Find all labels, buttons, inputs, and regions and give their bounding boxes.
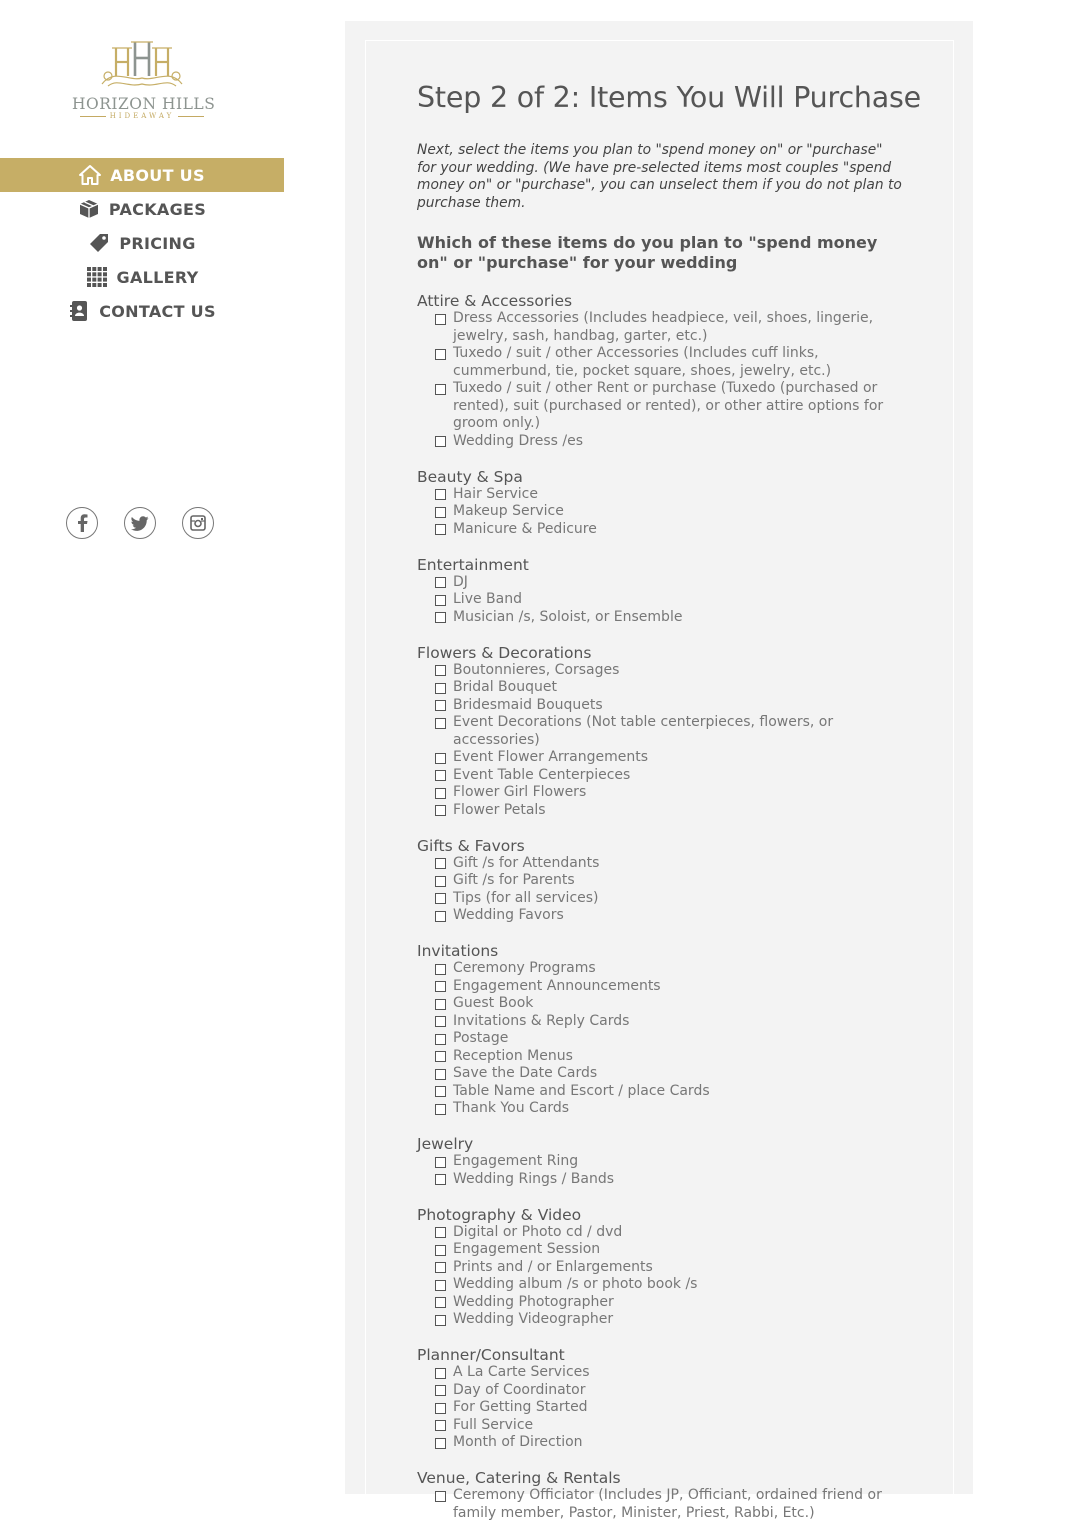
item-checkbox[interactable] — [435, 1280, 446, 1291]
item-label: Engagement Session — [453, 1241, 601, 1257]
item-checkbox[interactable] — [435, 964, 446, 975]
item-checkbox[interactable] — [435, 1034, 446, 1045]
logo-subtitle-row — [72, 112, 212, 121]
item-label: Month of Direction — [453, 1434, 583, 1450]
item-label: Invitations & Reply Cards — [453, 1012, 630, 1029]
item-label: Hair Service — [453, 485, 538, 502]
group-title: Flowers & Decorations — [417, 643, 592, 662]
tag-icon — [88, 232, 110, 254]
nav-label: CONTACT US — [99, 301, 216, 321]
main-nav — [0, 158, 284, 328]
item-checkbox[interactable] — [435, 1368, 446, 1379]
item-option[interactable] — [417, 960, 897, 978]
item-option[interactable] — [417, 767, 897, 785]
item-option[interactable] — [417, 1065, 897, 1083]
item-checkbox[interactable] — [435, 314, 446, 325]
item-option[interactable] — [417, 486, 897, 504]
question-heading: Which of these items do you plan to "spend money on" or "purchase" for your wedding — [417, 233, 878, 272]
item-option[interactable] — [417, 855, 897, 873]
item-label: Gift /s for Parents — [453, 872, 575, 888]
item-label: Gift /s for Attendants — [453, 854, 600, 871]
item-label: Boutonnieres, Corsages — [453, 661, 620, 678]
item-checkbox[interactable] — [435, 1051, 446, 1062]
item-option[interactable] — [417, 1364, 897, 1382]
item-checkbox[interactable] — [435, 683, 446, 694]
item-option[interactable] — [417, 521, 897, 539]
item-option[interactable] — [417, 890, 897, 908]
item-option[interactable] — [417, 433, 897, 451]
item-label: For Getting Started — [453, 1399, 588, 1415]
package-icon — [78, 198, 100, 220]
item-checkbox[interactable] — [435, 1069, 446, 1080]
item-group — [417, 644, 907, 820]
group-title: Photography & Video — [417, 1205, 582, 1224]
item-group — [417, 1206, 907, 1329]
item-label: Tuxedo / suit / other Accessories (Includes cuff links, cummerbund, tie, pocket square, shoes, jewelry, etc.) — [453, 345, 832, 379]
item-option[interactable] — [417, 907, 897, 925]
item-label: Day of Coordinator — [453, 1381, 586, 1398]
item-checkbox[interactable] — [435, 524, 446, 535]
logo-divider — [80, 116, 106, 117]
item-option[interactable] — [417, 1487, 897, 1522]
group-title: Attire & Accessories — [417, 292, 573, 310]
item-option[interactable] — [417, 679, 897, 697]
item-checkbox[interactable] — [435, 1403, 446, 1414]
item-label: Event Decorations (Not table centerpieces, flowers, or accessories) — [453, 714, 834, 748]
instagram-icon[interactable] — [182, 507, 214, 539]
item-group — [417, 1135, 907, 1188]
item-checkbox[interactable] — [435, 489, 446, 500]
nav-label: PRICING — [119, 233, 196, 253]
nav-label: GALLERY — [116, 267, 199, 287]
item-label: Wedding album /s or photo book /s — [453, 1276, 698, 1292]
item-label: Bridesmaid Bouquets — [453, 696, 603, 713]
item-group — [417, 1346, 907, 1452]
item-checkbox[interactable] — [435, 770, 446, 781]
item-option[interactable] — [417, 1100, 897, 1118]
item-checkbox[interactable] — [435, 981, 446, 992]
item-option[interactable] — [417, 1417, 897, 1435]
item-option[interactable] — [417, 978, 897, 996]
nav-label: PACKAGES — [108, 199, 207, 219]
item-option[interactable] — [417, 380, 897, 433]
item-label: Full Service — [453, 1416, 534, 1433]
item-checkbox[interactable] — [435, 858, 446, 869]
item-option[interactable] — [417, 609, 897, 627]
item-checkbox[interactable] — [435, 507, 446, 518]
item-label: Event Table Centerpieces — [453, 766, 631, 783]
item-label: Tips (for all services) — [453, 889, 599, 906]
item-option[interactable] — [417, 1030, 897, 1048]
item-group — [417, 1469, 907, 1522]
item-label: Table Name and Escort / place Cards — [453, 1082, 710, 1099]
item-label: Event Flower Arrangements — [453, 749, 649, 765]
item-option[interactable] — [417, 1399, 897, 1417]
item-label: Engagement Ring — [453, 1153, 579, 1169]
item-checkbox[interactable] — [435, 1420, 446, 1431]
item-checkbox[interactable] — [435, 1491, 446, 1502]
group-title: Entertainment — [417, 555, 529, 574]
item-option[interactable] — [417, 1434, 897, 1452]
item-label: Wedding Dress /es — [453, 432, 584, 449]
item-label: Save the Date Cards — [453, 1065, 598, 1081]
logo-divider — [178, 116, 204, 117]
logo[interactable] — [72, 38, 216, 128]
item-checkbox[interactable] — [435, 700, 446, 711]
item-checkbox[interactable] — [435, 612, 446, 623]
group-title: Venue, Catering & Rentals — [417, 1469, 621, 1487]
item-label: Reception Menus — [453, 1047, 573, 1064]
item-label: Guest Book — [453, 995, 534, 1011]
item-option[interactable] — [417, 1259, 897, 1277]
item-label: Makeup Service — [453, 503, 564, 519]
form-content — [417, 78, 922, 1540]
item-option[interactable] — [417, 1311, 897, 1329]
page-title: Step 2 of 2: Items You Will Purchase — [417, 81, 922, 114]
nav-label: ABOUT US — [110, 165, 205, 185]
item-checkbox[interactable] — [435, 436, 446, 447]
item-checkbox[interactable] — [435, 1086, 446, 1097]
home-icon — [79, 164, 101, 186]
group-title: Invitations — [417, 942, 499, 960]
item-label: Engagement Announcements — [453, 977, 661, 994]
nav-item-about-us[interactable] — [0, 158, 284, 192]
item-option[interactable] — [417, 749, 897, 767]
item-checkbox[interactable] — [435, 999, 446, 1010]
item-checkbox[interactable] — [435, 911, 446, 922]
item-option[interactable] — [417, 310, 897, 345]
item-option[interactable] — [417, 574, 897, 592]
item-checkbox[interactable] — [435, 349, 446, 360]
item-label: Thank You Cards — [453, 1100, 570, 1116]
item-label: Musician /s, Soloist, or Ensemble — [453, 608, 683, 625]
social-links — [66, 507, 214, 539]
item-label: Digital or Photo cd / dvd — [453, 1223, 623, 1240]
item-checkbox[interactable] — [435, 753, 446, 764]
logo-title: HORIZON HILLS — [72, 95, 216, 113]
item-checkbox[interactable] — [435, 1262, 446, 1273]
item-option[interactable] — [417, 1171, 897, 1189]
group-title: Jewelry — [417, 1135, 474, 1153]
item-checkbox[interactable] — [435, 805, 446, 816]
item-group — [417, 837, 907, 925]
item-checkbox[interactable] — [435, 595, 446, 606]
item-option[interactable] — [417, 1276, 897, 1294]
item-group — [417, 468, 907, 539]
item-checkbox[interactable] — [435, 1245, 446, 1256]
address-book-icon — [68, 300, 90, 322]
item-label: Wedding Rings / Bands — [453, 1170, 615, 1187]
group-title: Beauty & Spa — [417, 467, 523, 486]
group-title: Gifts & Favors — [417, 836, 525, 855]
item-label: Postage — [453, 1030, 509, 1046]
logo-emblem-icon — [94, 38, 190, 96]
item-label: DJ — [453, 573, 468, 590]
item-label: Wedding Videographer — [453, 1311, 614, 1327]
item-label: Ceremony Officiator (Includes JP, Officiant, ordained friend or family member, Pastor, Minister, Priest, Rabbi, Etc.) — [453, 1487, 882, 1521]
facebook-icon[interactable] — [66, 507, 98, 539]
item-checkbox[interactable] — [435, 577, 446, 588]
item-checkbox[interactable] — [435, 1385, 446, 1396]
item-checkbox[interactable] — [435, 1174, 446, 1185]
item-option[interactable] — [417, 714, 897, 749]
item-group — [417, 556, 907, 627]
item-option[interactable] — [417, 995, 897, 1013]
item-checkbox[interactable] — [435, 1438, 446, 1449]
item-checkbox[interactable] — [435, 718, 446, 729]
item-option[interactable] — [417, 345, 897, 380]
sidebar — [0, 0, 284, 1494]
item-checkbox[interactable] — [435, 1016, 446, 1027]
nav-item-gallery[interactable] — [0, 260, 284, 294]
item-group — [417, 942, 907, 1118]
item-option[interactable] — [417, 503, 897, 521]
item-option[interactable] — [417, 1241, 897, 1259]
logo-subtitle: HIDEAWAY — [109, 112, 175, 120]
item-checkbox[interactable] — [435, 384, 446, 395]
item-option[interactable] — [417, 591, 897, 609]
item-groups — [417, 292, 907, 1522]
item-option[interactable] — [417, 1083, 897, 1101]
nav-item-pricing[interactable] — [0, 226, 284, 260]
item-option[interactable] — [417, 697, 897, 715]
grid-icon — [86, 266, 108, 288]
item-checkbox[interactable] — [435, 1227, 446, 1238]
item-label: Flower Petals — [453, 801, 546, 818]
twitter-icon[interactable] — [124, 507, 156, 539]
item-checkbox[interactable] — [435, 1104, 446, 1115]
item-checkbox[interactable] — [435, 665, 446, 676]
item-option[interactable] — [417, 1294, 897, 1312]
item-label: Wedding Photographer — [453, 1293, 614, 1310]
item-option[interactable] — [417, 662, 897, 680]
item-option[interactable] — [417, 1382, 897, 1400]
intro-text: Next, select the items you plan to "spend money on" or "purchase" for your wedding. (We have pre-selected items most couples "spend money on" or "purchase", you can unselect them if you do not plan to purchase them. — [417, 142, 902, 211]
item-label: Manicure & Pedicure — [453, 520, 597, 537]
item-label: Ceremony Programs — [453, 960, 596, 976]
item-checkbox[interactable] — [435, 1315, 446, 1326]
item-label: Flower Girl Flowers — [453, 784, 587, 800]
item-checkbox[interactable] — [435, 1297, 446, 1308]
item-label: Tuxedo / suit / other Rent or purchase (Tuxedo (purchased or rented), suit (purchased or rented), or other attire options for groom only.) — [453, 380, 884, 431]
item-checkbox[interactable] — [435, 876, 446, 887]
item-label: Prints and / or Enlargements — [453, 1258, 653, 1275]
item-label: Live Band — [453, 591, 522, 607]
nav-item-packages[interactable] — [0, 192, 284, 226]
item-checkbox[interactable] — [435, 893, 446, 904]
item-group — [417, 292, 907, 450]
item-option[interactable] — [417, 1013, 897, 1031]
item-label: Dress Accessories (Includes headpiece, veil, shoes, lingerie, jewelry, sash, handbag, garter, etc.) — [453, 310, 874, 344]
item-option[interactable] — [417, 872, 897, 890]
item-label: Bridal Bouquet — [453, 679, 557, 695]
item-option[interactable] — [417, 1153, 897, 1171]
group-title: Planner/Consultant — [417, 1346, 565, 1364]
item-option[interactable] — [417, 1048, 897, 1066]
item-label: A La Carte Services — [453, 1364, 590, 1380]
item-label: Wedding Favors — [453, 907, 564, 923]
item-checkbox[interactable] — [435, 788, 446, 799]
item-option[interactable] — [417, 784, 897, 802]
item-checkbox[interactable] — [435, 1157, 446, 1168]
item-option[interactable] — [417, 1224, 897, 1242]
item-option[interactable] — [417, 802, 897, 820]
nav-item-contact-us[interactable] — [0, 294, 284, 328]
